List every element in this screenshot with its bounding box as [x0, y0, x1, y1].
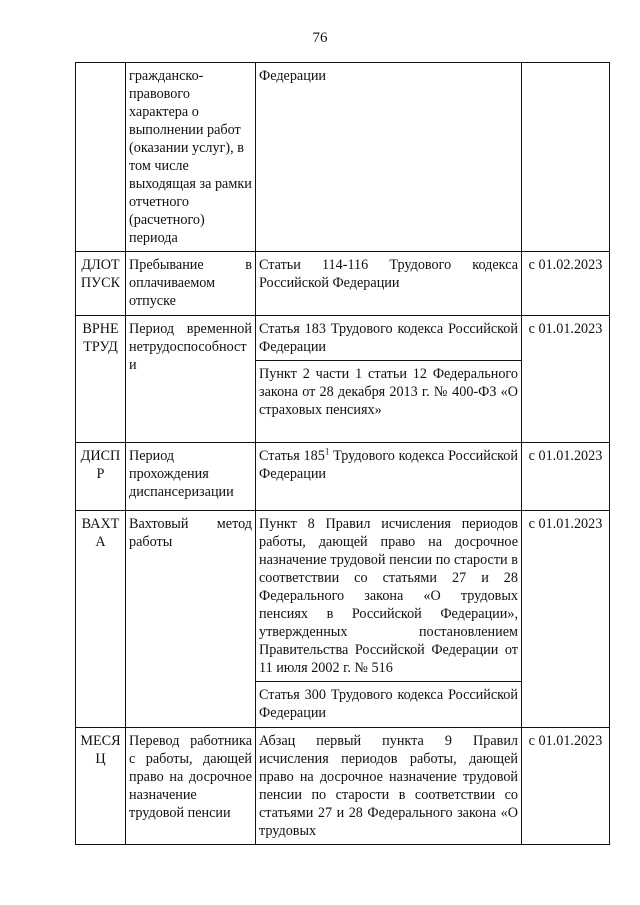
- page-number: 76: [312, 30, 328, 46]
- table-row: [76, 511, 610, 682]
- effective-date: с 01.01.2023: [522, 316, 610, 443]
- table-row: [76, 63, 610, 252]
- legal-basis: Абзац первый пункта 9 Правил исчисления периодов работы, дающей право на досрочное назначение трудовой пенсии по старости в соответствии со статьями 27 и 28 Федерального закона «О трудовых: [256, 728, 522, 845]
- legal-basis: Статья 300 Трудового кодекса Российской Федерации: [256, 682, 522, 728]
- period-description: гражданско-правового характера о выполнении работ (оказании услуг), в том числе выходящая за рамки отчетного (расчетного) периода: [126, 63, 256, 252]
- effective-date: с 01.02.2023: [522, 252, 610, 316]
- period-code: ВАХТА: [76, 511, 126, 728]
- legal-basis-article: Статья 185: [259, 448, 325, 464]
- legal-basis: Статья 183 Трудового кодекса Российской Федерации: [256, 316, 522, 361]
- legal-basis: Пункт 8 Правил исчисления периодов работы, дающей право на досрочное назначение трудовой пенсии по старости в соответствии со статьями 27 и 28 Федерального закона «О трудовых пенсиях в Российской Федерации», утвержденных постановлением Правительства Российской Федерации от 11 июля 2002 г. № 516: [256, 511, 522, 682]
- period-code: МЕСЯЦ: [76, 728, 126, 845]
- period-code: ВРНЕТРУД: [76, 316, 126, 443]
- effective-date: с 01.01.2023: [522, 728, 610, 845]
- period-code: ДИСПР: [76, 443, 126, 511]
- table-row: [76, 443, 610, 511]
- legal-basis: [256, 443, 522, 511]
- legal-basis-rest: Трудового кодекса Российской Федерации: [259, 448, 518, 482]
- table-row: [76, 252, 610, 316]
- period-description: Пребывание в оплачиваемом отпуске: [126, 252, 256, 316]
- effective-date: с 01.01.2023: [522, 443, 610, 511]
- table-row: [76, 316, 610, 361]
- period-description: Вахтовый метод работы: [126, 511, 256, 728]
- period-code: [76, 63, 126, 252]
- table-row: [76, 728, 610, 845]
- legal-basis: Статьи 114-116 Трудового кодекса Российской Федерации: [256, 252, 522, 316]
- period-description: Перевод работника с работы, дающей право на досрочное назначение трудовой пенсии: [126, 728, 256, 845]
- effective-date: с 01.01.2023: [522, 511, 610, 728]
- legal-basis: Федерации: [256, 63, 522, 252]
- effective-date: [522, 63, 610, 252]
- legal-basis: Пункт 2 части 1 статьи 12 Федерального закона от 28 декабря 2013 г. № 400-ФЗ «О страховых пенсиях»: [256, 361, 522, 443]
- period-code: ДЛОТПУСК: [76, 252, 126, 316]
- period-description: Период временной нетрудоспособности: [126, 316, 256, 443]
- legal-basis-superscript: 1: [324, 446, 330, 457]
- period-description: Период прохождения диспансеризации: [126, 443, 256, 511]
- periods-table: [75, 62, 610, 845]
